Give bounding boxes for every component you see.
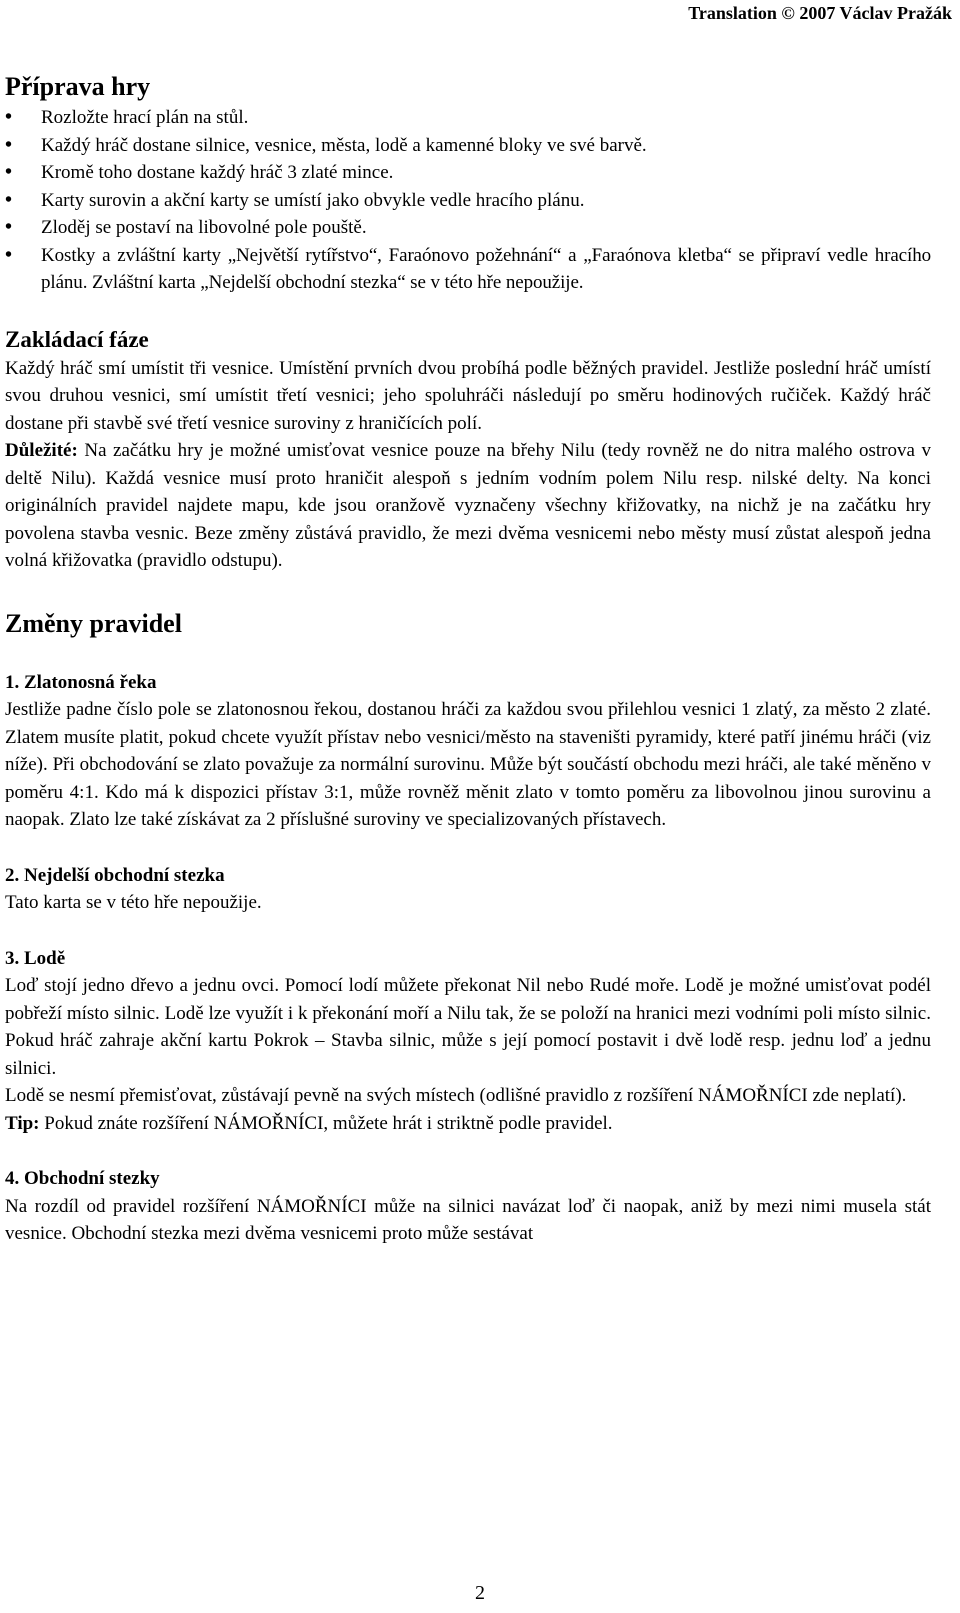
paragraph [5,437,931,575]
paragraph: Na rozdíl od pravidel rozšíření NÁMOŘNÍCI může na silnici navázat loď či naopak, aniž by mezi nimi musela stát vesnice. Obchodní stezka mezi dvěma vesnicemi proto může sestávat [5,1195,931,1244]
paragraph: Jestliže padne číslo pole se zlatonosnou řekou, dostanou hráči za každou svou přilehlou vesnici 1 zlatý, za město 2 zlaté. Zlatem musíte platit, pokud chcete využít přístav nebo vesnici/město na staveništi pyramidy, které patří jinému hráči (viz níže). Při obchodování se zlato považuje za normální surovinu. Může být součástí obchodu mezi hráči, ale také měněno v poměru 4:1. Kdo má k dispozici přístav 3:1, může rovněž měnit zlato v tomto poměru za libovolnou jinou surovinu a naopak. Zlato lze také získávat za 2 příslušné suroviny ve specializovaných přístavech. [5,699,931,830]
paragraph: Tato karta se v této hře nepoužije. [5,892,262,913]
setup-list [5,104,931,297]
subsection-title: 3. Lodě [5,947,66,969]
section-title-founding: Zakládací fáze [5,326,149,352]
subsection-title: 4. Obchodní stezky [5,1168,160,1189]
paragraph-text: Pokud znáte rozšíření NÁMOŘNÍCI, můžete hrát i striktně podle pravidel. [39,1112,613,1134]
list-item: • Kostky a zvláštní karty „Největší rytířstvo“, Faraónovo požehnání“ a „Faraónova kletba“ se připraví vedle hracího plánu. Zvláštní karta „Nejdelší obchodní stezka“ se v této hře nepoužije. [5,242,931,297]
emphasis-label: Důležité: [5,440,78,461]
section-title-changes: Změny pravidel [5,608,182,638]
paragraph: Každý hráč smí umístit tři vesnice. Umístění prvních dvou probíhá podle běžných pravidel. Jestliže poslední hráč umístí svou druhou vesnici, smí umístit třetí vesnici; jeho spoluhráči následují po směru hodinových ručiček. Každý hráč dostane při stavbě své třetí vesnice suroviny z hraničících polí. [5,357,931,434]
list-item: • Karty surovin a akční karty se umístí jako obvykle vedle hracího plánu. [5,187,931,215]
page-header: Translation © 2007 Václav Pražák [688,3,952,23]
paragraph-text: Na začátku hry je možné umisťovat vesnice pouze na břehy Nilu (tedy rovněž ne do nitra malého ostrova v deltě Nilu). Každá vesnice musí proto hraničit alespoň s jedním vodním polem Nilu resp. nilské delty. Na konci originálních pravidel najdete mapu, kde jsou oranžově vyznačeny všechny křižovatky, na nichž je na začátku hry povolena stavba vesnic. Beze změny zůstává pravidlo, že mezi dvěma vesnicemi nebo městy musí zůstat alespoň jedna volná křižovatka (pravidlo odstupu). [5,440,931,571]
tip-label: Tip: [5,1112,40,1134]
list-item: • Rozložte hrací plán na stůl. [5,104,931,132]
subsection-title: 2. Nejdelší obchodní stezka [5,864,225,886]
page-number: 2 [475,1582,485,1604]
document-body [5,70,931,1248]
section-title-setup: Příprava hry [5,72,151,101]
subsection-title: 1. Zlatonosná řeka [5,671,157,693]
paragraph: Lodě se nesmí přemisťovat, zůstávají pevně na svých místech (odlišné pravidlo z rozšíření NÁMOŘNÍCI zde neplatí). [5,1085,907,1106]
list-item: • Každý hráč dostane silnice, vesnice, města, lodě a kamenné bloky ve své barvě. [5,132,931,160]
list-item: • Kromě toho dostane každý hráč 3 zlaté mince. [5,159,931,187]
paragraph [5,1110,931,1138]
list-item: • Zloděj se postaví na libovolné pole pouště. [5,214,931,242]
paragraph: Loď stojí jedno dřevo a jednu ovci. Pomocí lodí můžete překonat Nil nebo Rudé moře. Lodě je možné umisťovat podél pobřeží místo silnic. Lodě lze využít i k překonání moří a Nilu tak, že se položí na hranici mezi vodními poli místo silnic. Pokud hráč zahraje akční kartu Pokrok – Stavba silnic, může s její pomocí postavit i dvě lodě resp. jednu loď a jednu silnici. [5,975,931,1079]
